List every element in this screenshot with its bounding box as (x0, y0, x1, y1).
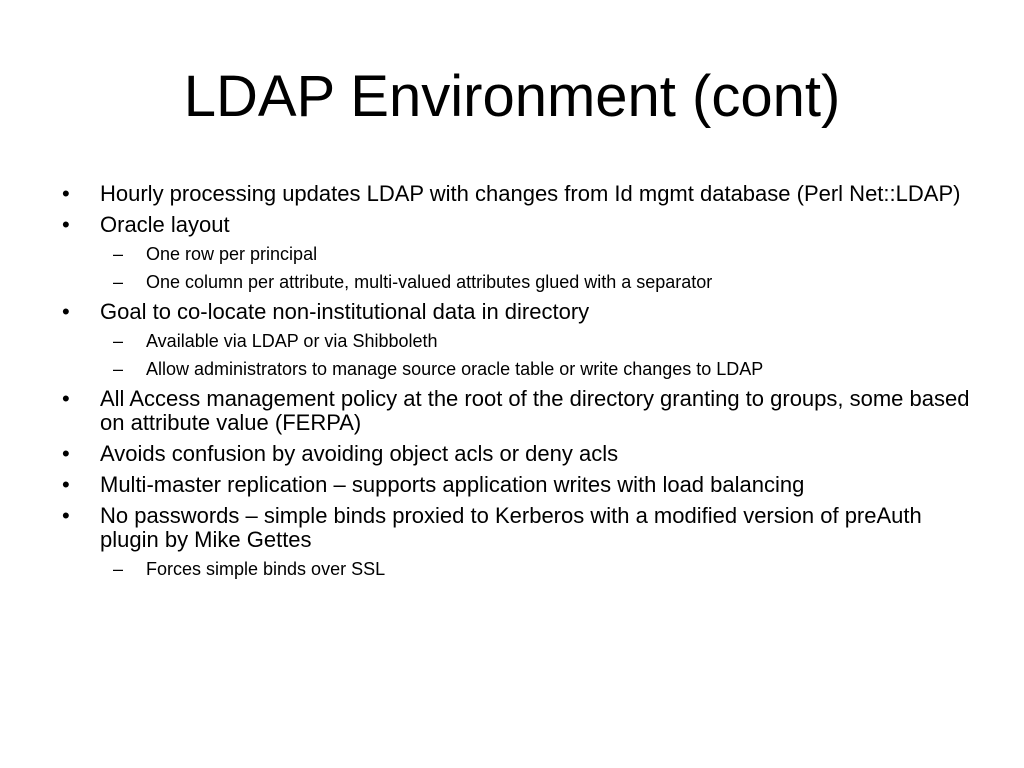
sub-bullet-marker: – (113, 272, 124, 292)
bullet-item-oracle-layout (0, 213, 970, 237)
bullet-marker: • (62, 181, 70, 206)
sub-bullet-item-one-row (0, 244, 966, 265)
bullet-item-hourly-processing (0, 182, 970, 206)
bullet-item-no-passwords (0, 504, 970, 552)
bullet-marker: • (62, 472, 70, 497)
bullet-list (0, 182, 1024, 587)
sub-bullet-marker: – (113, 331, 124, 351)
bullet-marker: • (62, 212, 70, 237)
sub-bullet-text: Allow administrators to manage source oracle table or write changes to LDAP (146, 359, 764, 379)
sub-bullet-marker: – (113, 244, 124, 264)
bullet-text: Goal to co-locate non-institutional data in directory (100, 299, 590, 324)
sub-bullet-item-one-column (0, 272, 966, 293)
bullet-text: Avoids confusion by avoiding object acls or deny acls (100, 441, 619, 466)
bullet-item-goal-co-locate (0, 300, 970, 324)
bullet-marker: • (62, 386, 70, 411)
bullet-text: Multi-master replication – supports application writes with load balancing (100, 472, 805, 497)
sub-bullet-marker: – (113, 359, 124, 379)
sub-bullet-text: Forces simple binds over SSL (146, 559, 386, 579)
bullet-item-access-management (0, 387, 970, 435)
sub-bullet-item-allow-administrators (0, 359, 966, 380)
bullet-text: Hourly processing updates LDAP with changes from Id mgmt database (Perl Net::LDAP) (100, 181, 961, 206)
sub-bullet-item-available-via (0, 331, 966, 352)
bullet-text: All Access management policy at the root of the directory granting to groups, some based on attribute value (FERPA) (100, 386, 970, 435)
bullet-marker: • (62, 441, 70, 466)
sub-bullet-marker: – (113, 559, 124, 579)
sub-bullet-text: One column per attribute, multi-valued attributes glued with a separator (146, 272, 713, 292)
slide-title: LDAP Environment (cont) (183, 64, 841, 129)
bullet-marker: • (62, 503, 70, 528)
bullet-marker: • (62, 299, 70, 324)
bullet-text: No passwords – simple binds proxied to Kerberos with a modified version of preAuth plugin by Mike Gettes (100, 503, 922, 552)
sub-bullet-text: Available via LDAP or via Shibboleth (146, 331, 438, 351)
bullet-item-multi-master (0, 473, 970, 497)
sub-bullet-text: One row per principal (146, 244, 318, 264)
bullet-text: Oracle layout (100, 212, 230, 237)
sub-bullet-item-forces-ssl (0, 559, 966, 580)
bullet-item-avoids-confusion (0, 442, 970, 466)
